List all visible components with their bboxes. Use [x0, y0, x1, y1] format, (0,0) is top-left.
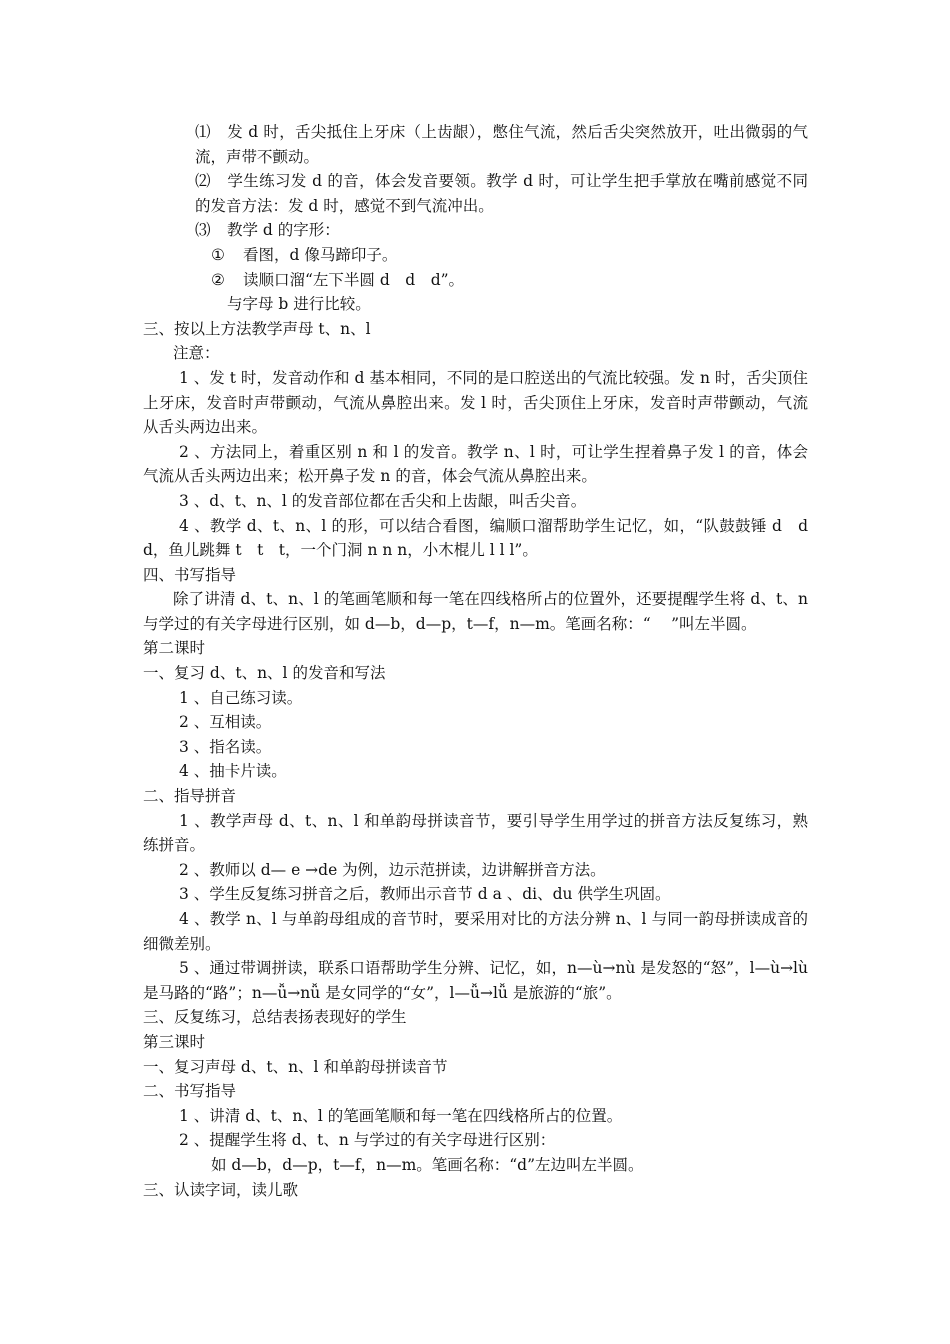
sub-item: ① 看图，d 像马蹄印子。	[143, 243, 808, 268]
section-heading: 二、指导拼音	[143, 787, 237, 806]
document-body	[143, 120, 824, 1202]
section-heading: 三、认读字词，读儿歌	[143, 1180, 299, 1199]
note-label: 注意：	[173, 344, 220, 363]
paragraph: ⑵ 学生练习发 d 的音，体会发音要领。教学 d 时，可让学生把手掌放在嘴前感觉不同的发音方法：发 d 时，感觉不到气流冲出。	[143, 169, 808, 218]
paragraph: 除了讲清 d、t、n、l 的笔画笔顺和每一笔在四线格所占的位置外，还要提醒学生将 d、t、n 与学过的有关字母进行区别，如 d—b，d—p，t—f，n—m。笔画名称：“ ”叫左半圆。	[143, 590, 808, 633]
list-item: 1 、讲清 d、t、n、l 的笔画笔顺和每一笔在四线格所占的位置。	[179, 1106, 623, 1125]
paragraph: ⑶ 教学 d 的字形：	[143, 218, 808, 243]
item-number: ⑴	[195, 123, 211, 141]
section-heading: 四、书写指导	[143, 565, 237, 584]
paragraph: 4 、教学 d、t、n、l 的形，可以结合看图，编顺口溜帮助学生记忆，如，“队鼓鼓锤 d d d，鱼儿跳舞 t t t，一个门洞 n n n，小木棍儿 l l l”。	[143, 516, 824, 560]
paragraph: 2 、方法同上，着重区别 n 和 l 的发音。教学 n、l 时，可让学生捏着鼻子发 l 的音，体会气流从舌头两边出来；松开鼻子发 n 的音，体会气流从鼻腔出来。	[143, 442, 808, 486]
sub-item: 与字母 b 进行比较。	[227, 295, 371, 314]
paragraph: 3 、学生反复练习拼音之后，教师出示音节 d a 、di、du 供学生巩固。	[179, 885, 671, 904]
paragraph: 5 、通过带调拼读，联系口语帮助学生分辨、记忆，如，n—ù→nù 是发怒的“怒”，l—ù→lù 是马路的“路”；n—ǚ→nǚ 是女同学的“女”，l—ǚ→lǚ 是旅游的“旅”。	[143, 959, 808, 1002]
paragraph: 4 、教学 n、l 与单韵母组成的音节时，要采用对比的方法分辨 n、l 与同一韵母拼读成音的细微差别。	[143, 910, 808, 953]
paragraph: 3 、d、t、n、l 的发音部位都在舌尖和上齿龈，叫舌尖音。	[179, 491, 587, 510]
section-heading: 一、复习声母 d、t、n、l 和单韵母拼读音节	[143, 1057, 448, 1076]
section-heading: 三、反复练习，总结表扬表现好的学生	[143, 1008, 407, 1027]
list-item: 2 、提醒学生将 d、t、n 与学过的有关字母进行区别：	[179, 1131, 556, 1150]
item-number: ⑶	[195, 221, 211, 240]
item-number: ⑵	[195, 172, 211, 191]
paragraph: 1 、教学声母 d、t、n、l 和单韵母拼读音节，要引导学生用学过的拼音方法反复练习，熟练拼音。	[143, 811, 808, 855]
section-heading: 一、复习 d、t、n、l 的发音和写法	[143, 664, 386, 683]
section-heading: 三、按以上方法教学声母 t、n、l	[143, 319, 371, 338]
paragraph: 2 、教师以 d— e →de 为例，边示范拼读，边讲解拼音方法。	[179, 860, 606, 879]
list-item: 如 d—b，d—p，t—f，n—m。笔画名称：“d”左边叫左半圆。	[211, 1155, 644, 1174]
item-number: ①	[211, 245, 225, 264]
item-number: ②	[211, 270, 225, 289]
list-item: 1 、自己练习读。	[179, 688, 303, 707]
lesson-heading: 第三课时	[143, 1032, 206, 1051]
sub-item: ② 读顺口溜“左下半圆 d d d”。	[143, 268, 808, 293]
list-item: 2 、互相读。	[179, 713, 272, 732]
section-heading: 二、书写指导	[143, 1082, 237, 1101]
list-item: 3 、指名读。	[179, 737, 272, 756]
list-item: 4 、抽卡片读。	[179, 762, 287, 781]
paragraph: ⑴ 发 d 时，舌尖抵住上牙床（上齿龈），憋住气流，然后舌尖突然放开，吐出微弱的气流，声带不颤动。	[143, 120, 808, 169]
paragraph: 1 、发 t 时，发音动作和 d 基本相同，不同的是口腔送出的气流比较强。发 n 时，舌尖顶住上牙床，发音时声带颤动，气流从鼻腔出来。发 l 时，舌尖顶住上牙床，发音时声带颤动，气流从舌头两边出来。	[143, 368, 808, 437]
lesson-heading: 第二课时	[143, 639, 206, 658]
